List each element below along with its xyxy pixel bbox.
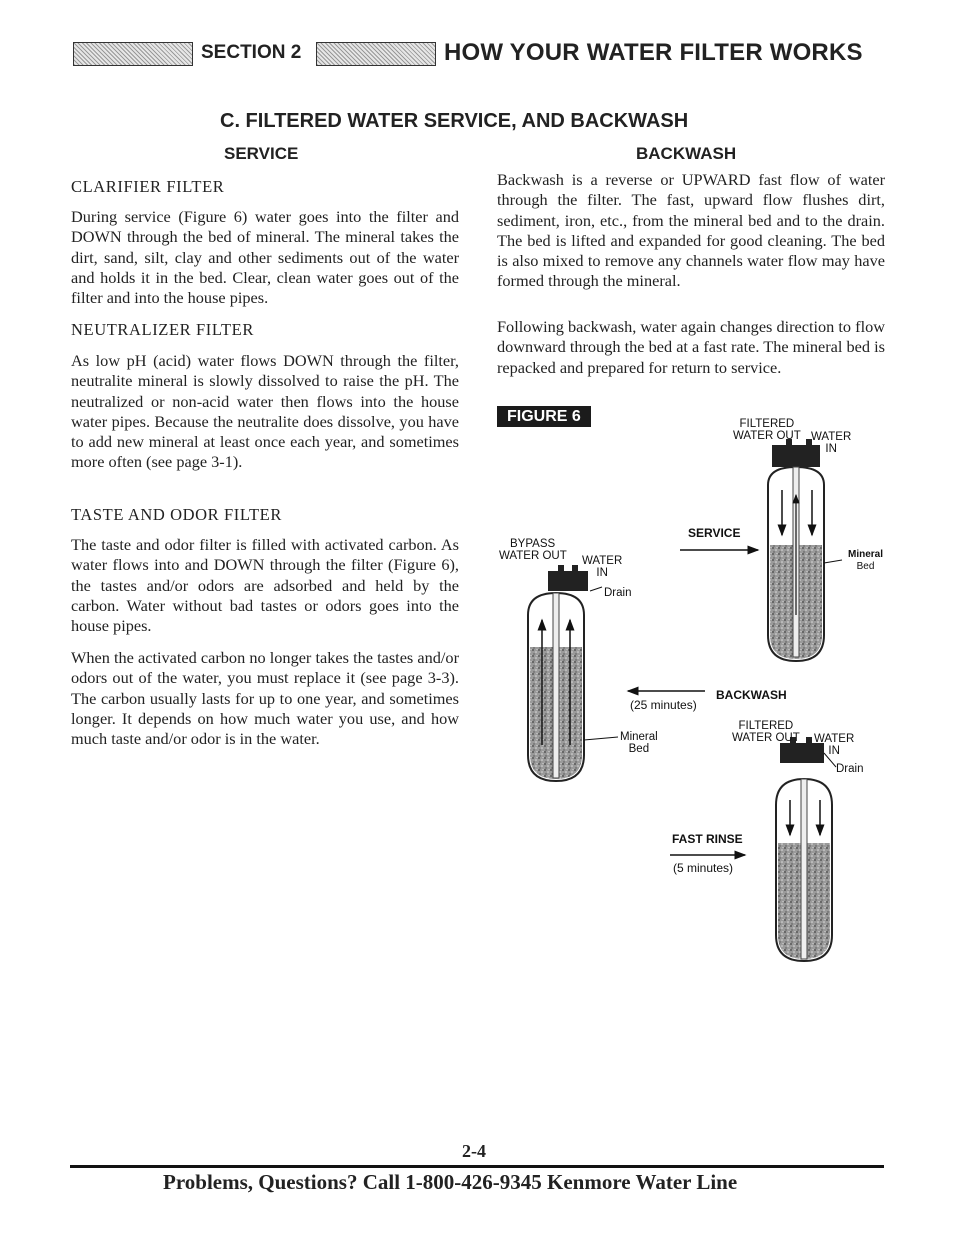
service-column-title: SERVICE xyxy=(224,144,299,163)
taste-odor-heading: TASTE AND ODOR FILTER xyxy=(71,505,282,524)
fast-rinse-duration: (5 minutes) xyxy=(673,861,734,875)
section-label: SECTION 2 xyxy=(201,42,302,63)
backwash-body-2: Following backwash, water again changes direction to flow downward through the bed at a fast rate. The mineral bed is repacked and prepared for return to service. xyxy=(497,317,885,377)
backwash-duration: (25 minutes) xyxy=(630,698,697,712)
page-title: HOW YOUR WATER FILTER WORKS xyxy=(444,39,863,66)
backwash-body-1: Backwash is a reverse or UPWARD fast flow of water through the filter. The fast, upward flow flushes dirt, sediment, iron, etc., from the mineral bed and to the drain. The bed is lifted and expanded for good cleaning. The bed is also mixed to remove any channels water flow may have formed through the mineral. xyxy=(497,170,885,291)
backwash-label: BACKWASH xyxy=(716,688,787,702)
subheading: C. FILTERED WATER SERVICE, AND BACKWASH xyxy=(220,110,689,132)
header-hatch-right xyxy=(316,42,436,66)
figure-badge: FIGURE 6 xyxy=(497,406,591,427)
service-filtered-label: FILTERED WATER OUT xyxy=(733,418,801,442)
clarifier-heading: CLARIFIER FILTER xyxy=(71,177,225,196)
neutralizer-body: As low pH (acid) water flows DOWN through the filter, neutralite mineral is slowly dissolved to raise the pH. The neutralized or non-acid water then flows into the house water pipes. Because the neutralite does dissolve, you have to add new mineral at least once each year, and sometimes more often (see page 3-1). xyxy=(71,351,459,472)
header-hatch-left xyxy=(73,42,193,66)
service-tank xyxy=(768,439,824,661)
footer-line: Problems, Questions? Call 1-800-426-9345 Kenmore Water Line xyxy=(163,1170,738,1194)
backwash-column-title: BACKWASH xyxy=(636,144,737,163)
figure-6-diagram xyxy=(490,415,890,975)
backwash-drain-label: Drain xyxy=(604,587,632,599)
backwash-mineral-label: Mineral Bed xyxy=(620,731,658,755)
footer-rule xyxy=(70,1165,884,1168)
rinse-filtered-label: FILTERED WATER OUT xyxy=(732,720,800,744)
service-water-in-label: WATER IN xyxy=(811,431,852,455)
page-number: 2-4 xyxy=(462,1141,486,1161)
backwash-water-in-label: WATER IN xyxy=(582,555,623,579)
clarifier-body: During service (Figure 6) water goes into the filter and DOWN through the bed of mineral. The mineral takes the dirt, sand, silt, clay and other sediments out of the water and holds it in the bed. Clear, clean water goes out of the filter and into the house pipes. xyxy=(71,207,459,308)
neutralizer-heading: NEUTRALIZER FILTER xyxy=(71,320,254,339)
fast-rinse-label: FAST RINSE xyxy=(672,832,743,846)
taste-odor-body-1: The taste and odor filter is filled with activated carbon. As water flows into and DOWN through the filter (Figure 6), the tastes and/or odors are adsorbed and held by the carbon. Water without bad tastes or odors goes into the house pipes. xyxy=(71,535,459,636)
taste-odor-body-2: When the activated carbon no longer takes the tastes and/or odors out of the water, you must replace it (see page 3-3). The carbon usually lasts for up to one year, and sometimes longer. It depends on how much water you use, and how much taste and/or odor is in the water. xyxy=(71,648,459,749)
service-mineral-label: Mineral Bed xyxy=(848,549,884,572)
rinse-drain-label: Drain xyxy=(836,763,864,775)
service-label: SERVICE xyxy=(688,526,741,540)
bypass-label: BYPASS WATER OUT xyxy=(499,538,567,562)
rinse-water-in-label: WATER IN xyxy=(814,733,855,757)
